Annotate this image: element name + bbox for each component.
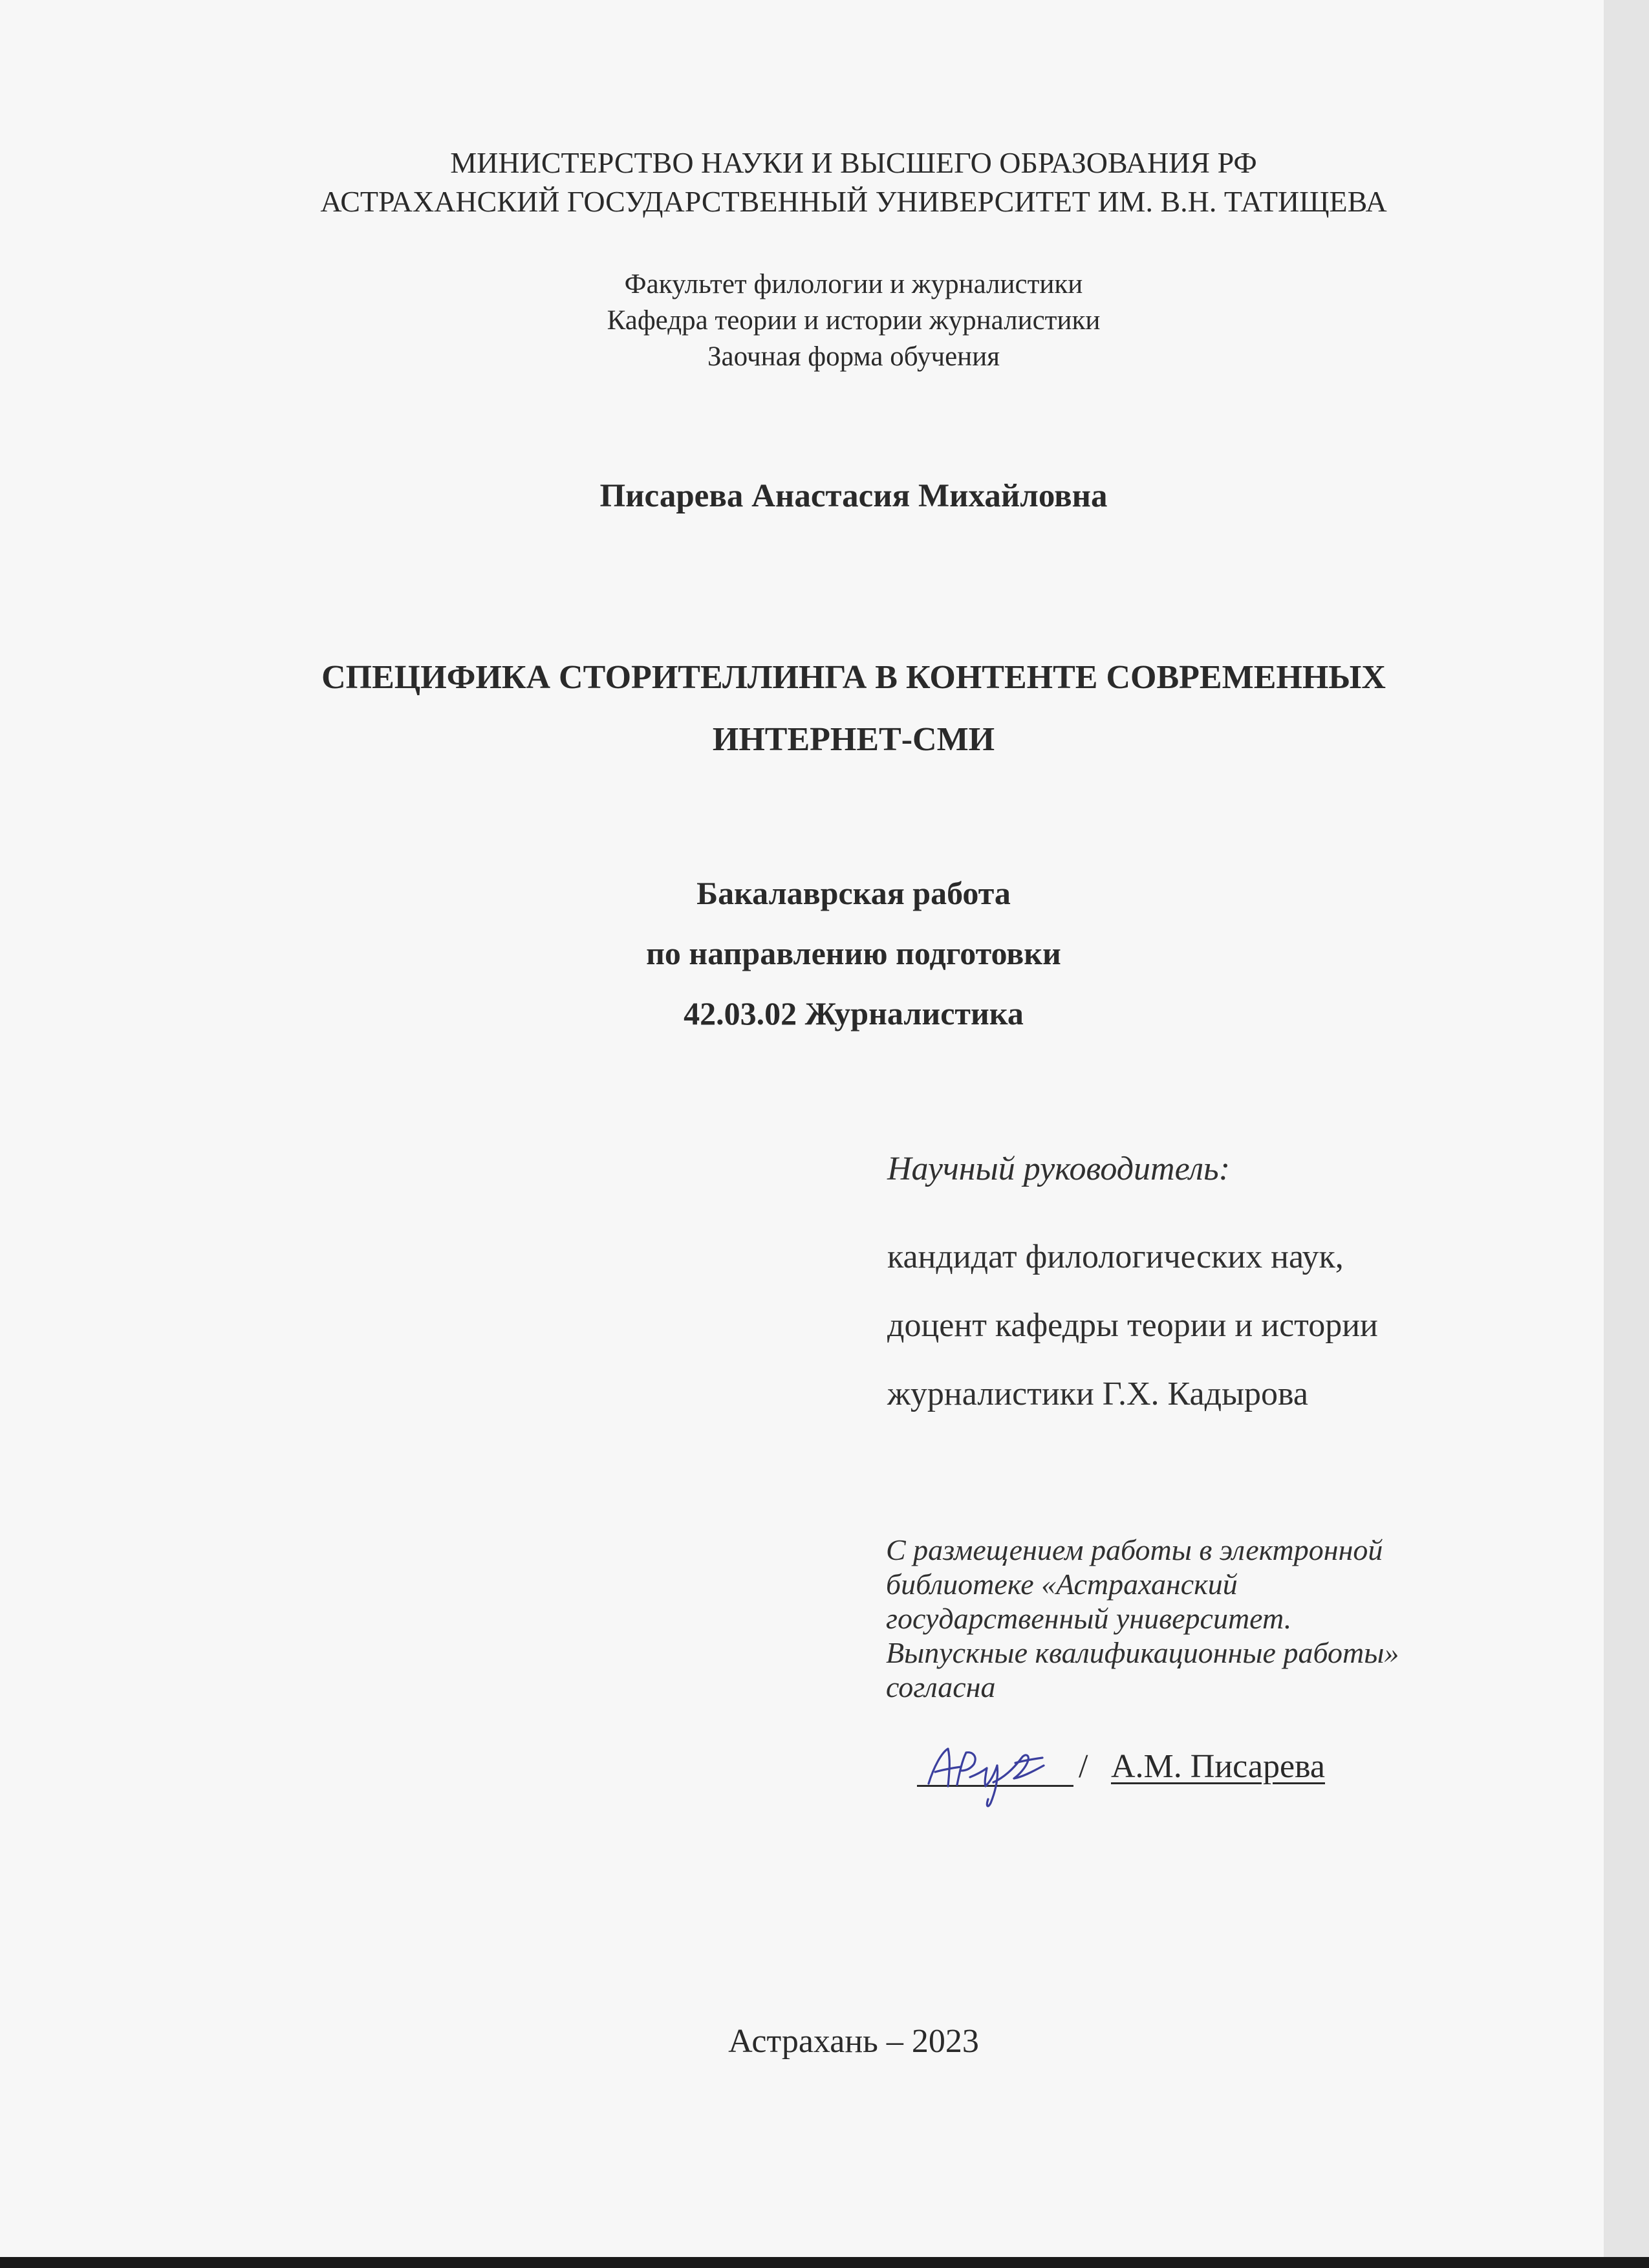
ministry-name: МИНИСТЕРСТВО НАУКИ И ВЫСШЕГО ОБРАЗОВАНИЯ РФ (450, 146, 1257, 179)
consent-line-5: согласна (886, 1670, 996, 1703)
consent-statement (886, 1533, 1399, 1704)
department-name: Кафедра теории и истории журналистики (607, 305, 1101, 336)
work-type: Бакалаврская работа (696, 875, 1011, 911)
faculty-block (0, 266, 1649, 375)
scan-bottom-edge (0, 2257, 1649, 2268)
work-info (0, 863, 1649, 1044)
university-name: АСТРАХАНСКИЙ ГОСУДАРСТВЕННЫЙ УНИВЕРСИТЕТ ИМ. В.Н. ТАТИЩЕВА (320, 185, 1387, 218)
supervisor-block (887, 1148, 1378, 1429)
author-name (0, 475, 1649, 517)
supervisor-degree: кандидат филологических наук, (887, 1238, 1344, 1275)
handwritten-signature (911, 1727, 1079, 1817)
supervisor-label: Научный руководитель: (887, 1150, 1231, 1187)
author-name-text: Писарева Анастасия Михайловна (599, 478, 1108, 514)
signature-name: А.М. Писарева (1111, 1748, 1325, 1785)
thesis-title-line-2: ИНТЕРНЕТ-СМИ (712, 721, 995, 758)
supervisor-name: журналистики Г.Х. Кадырова (887, 1376, 1308, 1412)
consent-line-3: государственный университет. (886, 1602, 1292, 1635)
header-block (0, 144, 1649, 221)
signature-separator: / (1079, 1748, 1088, 1785)
faculty-name: Факультет филологии и журналистики (624, 269, 1083, 299)
scan-edge (1604, 0, 1649, 2268)
direction-label: по направлению подготовки (646, 935, 1061, 971)
consent-line-2: библиотеке «Астраханский (886, 1568, 1238, 1601)
supervisor-position: доцент кафедры теории и истории (887, 1307, 1378, 1344)
consent-line-1: С размещением работы в электронной (886, 1533, 1383, 1566)
thesis-title-line-1: СПЕЦИФИКА СТОРИТЕЛЛИНГА В КОНТЕНТЕ СОВРЕМЕННЫХ (321, 659, 1386, 696)
city-year (0, 2021, 1649, 2062)
consent-line-4: Выпускные квалификационные работы» (886, 1636, 1399, 1669)
study-form: Заочная форма обучения (707, 341, 1000, 372)
signature-row (917, 1740, 1370, 1798)
city-year-text: Астрахань – 2023 (728, 2023, 979, 2060)
direction-code: 42.03.02 Журналистика (684, 995, 1024, 1031)
thesis-title (0, 647, 1649, 771)
